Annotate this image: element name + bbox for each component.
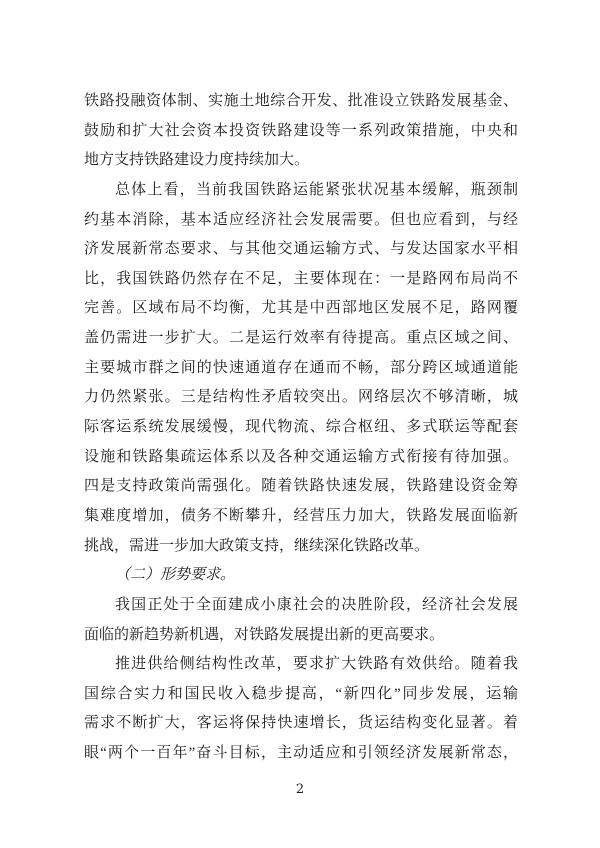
text-line: 面临的新趋势新机遇，对铁路发展提出新的更高要求。 bbox=[84, 626, 445, 643]
text-line: 际客运系统发展缓慢，现代物流、综合枢纽、多式联运等配套 bbox=[84, 419, 518, 436]
text-line: 我国正处于全面建成小康社会的决胜阶段，经济社会发展 bbox=[115, 596, 518, 613]
text-line: 推进供给侧结构性改革，要求扩大铁路有效供给。随着我 bbox=[115, 656, 518, 673]
text-line: 铁路投融资体制、实施土地综合开发、批准设立铁路发展基金、 bbox=[84, 93, 518, 109]
text-line: 盖仍需进一步扩大。二是运行效率有待提高。重点区域之间、 bbox=[84, 330, 518, 347]
text-line: 集难度增加，债务不断攀升，经营压力加大，铁路发展面临新 bbox=[84, 507, 518, 524]
text-line: 地方支持铁路建设力度持续加大。 bbox=[84, 152, 310, 169]
text-line: 设施和铁路集疏运体系以及各种交通运输方式衔接有待加强。 bbox=[84, 448, 518, 465]
text-line: 挑战，需进一步加大政策支持，继续深化铁路改革。 bbox=[84, 537, 430, 554]
text-line: 需求不断扩大，客运将保持快速增长，货运结构变化显著。着 bbox=[84, 715, 518, 732]
text-line: 比，我国铁路仍然存在不足，主要体现在：一是路网布局尚不 bbox=[84, 270, 518, 287]
text-line: 四是支持政策尚需强化。随着铁路快速发展，铁路建设资金筹 bbox=[84, 478, 518, 495]
text-line: 眼“两个一百年”奋斗目标，主动适应和引领经济发展新常态， bbox=[84, 745, 518, 762]
text-line: 鼓励和扩大社会资本投资铁路建设等一系列政策措施，中央和 bbox=[84, 122, 518, 139]
body-text bbox=[84, 87, 518, 769]
section-heading-line: （二）形势要求。 bbox=[115, 567, 236, 584]
text-line: 完善。区域布局不均衡，尤其是中西部地区发展不足，路网覆 bbox=[84, 300, 518, 317]
text-line: 约基本消除，基本适应经济社会发展需要。但也应看到，与经 bbox=[84, 211, 518, 228]
text-line: 济发展新常态要求、与其他交通运输方式、与发达国家水平相 bbox=[84, 241, 518, 258]
text-line: 主要城市群之间的快速通道存在通而不畅，部分跨区域通道能 bbox=[84, 359, 518, 376]
page-number: 2 bbox=[295, 782, 305, 797]
text-line: 国综合实力和国民收入稳步提高，“新四化”同步发展，运输 bbox=[84, 685, 518, 702]
text-line: 力仍然紧张。三是结构性矛盾较突出。网络层次不够清晰，城 bbox=[84, 389, 518, 406]
text-line: 总体上看，当前我国铁路运能紧张状况基本缓解，瓶颈制 bbox=[115, 181, 518, 198]
